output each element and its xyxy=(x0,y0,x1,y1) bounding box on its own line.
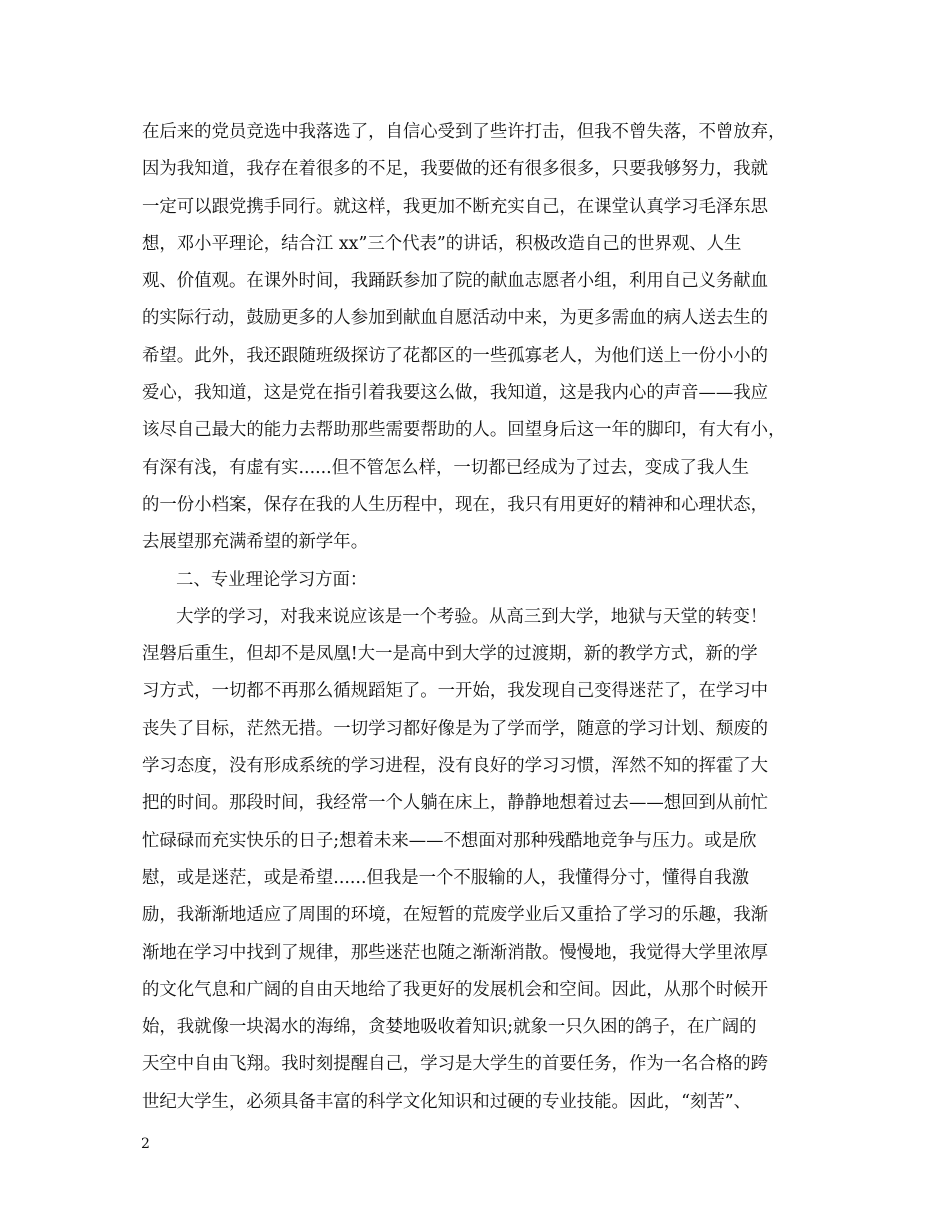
text-line: 把的时间。那段时间，我经常一个人躺在床上，静静地想着过去——想回到从前忙 xyxy=(142,793,769,814)
text-line: 始，我就像一块渴水的海绵，贪婪地吸收着知识;就象一只久困的鸽子，在广阔的 xyxy=(142,1017,757,1038)
text-line: 该尽自己最大的能力去帮助那些需要帮助的人。回望身后这一年的脚印，有大有小， xyxy=(142,420,786,441)
text-line: 大学的学习，对我来说应该是一个考验。从高三到大学，地狱与天堂的转变！ xyxy=(176,606,768,627)
page-number: 2 xyxy=(141,1136,150,1152)
text-line: 爱心，我知道，这是党在指引着我要这么做，我知道，这是我内心的声音——我应 xyxy=(142,383,769,404)
text-line: 涅磐后重生，但却不是凤凰!大一是高中到大学的过渡期，新的教学方式，新的学 xyxy=(142,644,758,665)
text-line: 希望。此外，我还跟随班级探访了花都区的一些孤寡老人，为他们送上一份小小的 xyxy=(142,345,769,366)
section-heading: 二、专业理论学习方面： xyxy=(176,569,368,590)
text-line: 的实际行动，鼓励更多的人参加到献血自愿活动中来，为更多需血的病人送去生的 xyxy=(142,308,769,329)
text-line: 因为我知道，我存在着很多的不足，我要做的还有很多很多，只要我够努力，我就 xyxy=(142,159,769,180)
text-line: 在后来的党员竞选中我落选了，自信心受到了些许打击，但我不曾失落，不曾放弃， xyxy=(142,122,786,142)
text-line: 天空中自由飞翔。我时刻提醒自己，学习是大学生的首要任务，作为一名合格的跨 xyxy=(142,1054,769,1075)
text-line: 丧失了目标，茫然无措。一切学习都好像是为了学而学，随意的学习计划、颓废的 xyxy=(142,718,769,739)
text-line: 想，邓小平理论，结合江 xx”三个代表”的讲话，积极改造自己的世界观、人生 xyxy=(142,233,742,254)
text-line: 世纪大学生，必须具备丰富的科学文化知识和过硬的专业技能。因此，“刻苦”、 xyxy=(142,1091,752,1112)
text-line: 励，我渐渐地适应了周围的环境，在短暂的荒废学业后又重拾了学习的乐趣，我渐 xyxy=(142,905,769,926)
text-line: 的文化气息和广阔的自由天地给了我更好的发展机会和空间。因此，从那个时候开 xyxy=(142,979,769,1000)
text-line: 有深有浅，有虚有实......但不管怎么样，一切都已经成为了过去，变成了我人生 xyxy=(142,457,750,478)
text-line: 学习态度，没有形成系统的学习进程，没有良好的学习习惯，浑然不知的挥霍了大 xyxy=(142,756,769,777)
text-line: 习方式，一切都不再那么循规蹈矩了。一开始，我发现自己变得迷茫了，在学习中 xyxy=(142,681,769,702)
text-line: 的一份小档案，保存在我的人生历程中，现在，我只有用更好的精神和心理状态， xyxy=(142,494,769,515)
text-line: 去展望那充满希望的新学年。 xyxy=(142,532,369,553)
text-line: 观、价值观。在课外时间，我踊跃参加了院的献血志愿者小组，利用自己义务献血 xyxy=(142,271,769,292)
body-text xyxy=(142,114,812,1121)
text-line: 忙碌碌而充实快乐的日子;想着未来——不想面对那种残酷地竞争与压力。或是欣 xyxy=(142,830,757,851)
text-line: 一定可以跟党携手同行。就这样，我更加不断充实自己，在课堂认真学习毛泽东思 xyxy=(142,196,769,217)
text-line: 渐地在学习中找到了规律，那些迷茫也随之渐渐消散。慢慢地，我觉得大学里浓厚 xyxy=(142,942,769,963)
text-line: 慰，或是迷茫，或是希望......但我是一个不服输的人，我懂得分寸，懂得自我激 xyxy=(142,867,750,888)
